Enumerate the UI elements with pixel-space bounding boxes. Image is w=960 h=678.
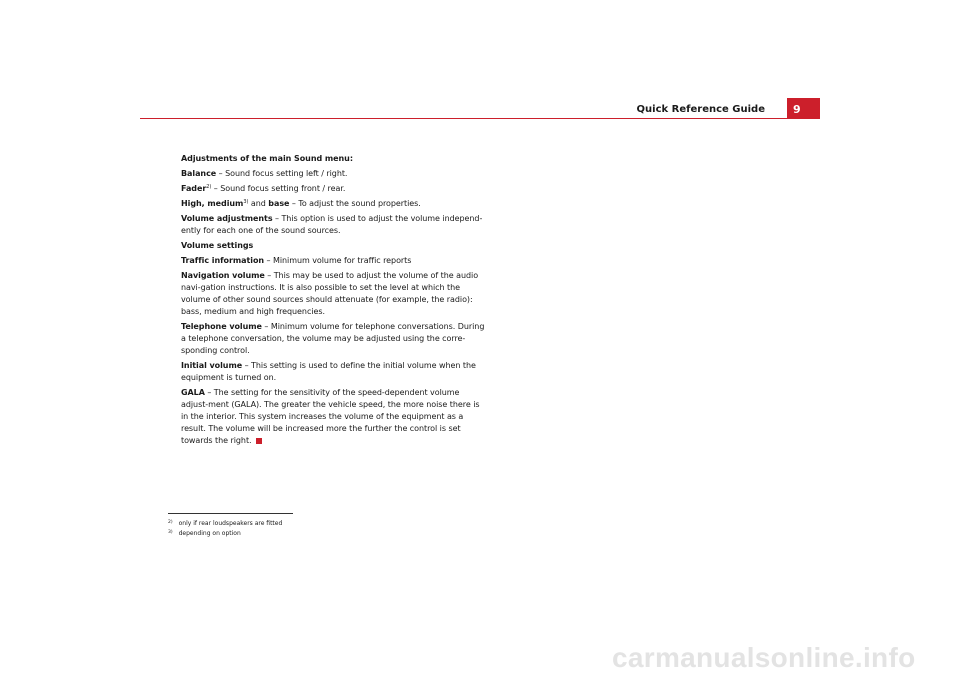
footnote-ref-2: 2) (206, 184, 212, 190)
section-heading: Adjustments of the main Sound menu: (181, 154, 353, 163)
header-rule (140, 118, 820, 119)
end-of-section-icon (256, 438, 262, 444)
navigation-entry: Navigation volume – This may be used to adjust the volume of the audio navi-gation instructions. It is also possible to set the level at which the volume of other sound sources should attenuate (for example, the radio): bass, medium and high frequencies. (181, 271, 479, 316)
gala-entry: GALA – The setting for the sensitivity of the speed-dependent volume adjust-ment (GALA). The greater the vehicle speed, the more noise there is in the interior. This system increases the volume of the equipment as a result. The volume will be increased more the further the control is set towards the right. (181, 388, 480, 445)
high-medium-entry: High, medium$^{3)}$ and base – To adjust the sound properties. (181, 199, 421, 208)
traffic-entry: Traffic information – Minimum volume for traffic reports (181, 256, 412, 265)
footnotes (168, 518, 282, 538)
telephone-entry: Telephone volume – Minimum volume for telephone conversations. During a telephone conversation, the volume may be adjusted using the corre-sponding control. (181, 322, 485, 355)
footnote-3: $^{3)}$ depending on option (168, 530, 241, 537)
watermark: carmanualsonline.info (612, 642, 916, 673)
initial-volume-entry: Initial volume – This setting is used to define the initial volume when the equipment is turned on. (181, 361, 476, 382)
footnote-rule (168, 513, 293, 514)
volume-settings-heading: Volume settings (181, 241, 254, 250)
header-title: Quick Reference Guide (636, 104, 765, 115)
footnote-ref-3: 3) (243, 199, 249, 205)
footnote-2: $^{2)}$ only if rear loudspeakers are fitted (168, 520, 283, 527)
page-number: 9 (787, 98, 820, 118)
balance-entry: Balance – Sound focus setting left / right. (181, 169, 348, 178)
volume-adjustments-entry: Volume adjustments – This option is used to adjust the volume independ-ently for each one of the sound sources. (181, 214, 483, 235)
body-text (181, 153, 486, 450)
fader-entry: Fader$^{2)}$ – Sound focus setting front / rear. (181, 184, 346, 193)
